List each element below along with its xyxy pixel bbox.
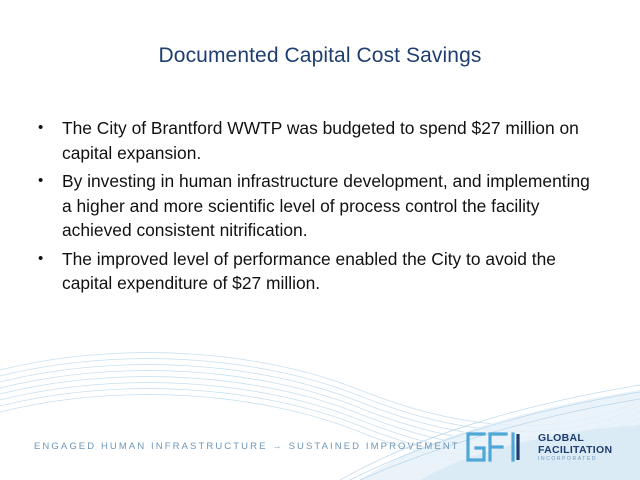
bullet-text: By investing in human infrastructure development, and implementing a higher and more scientific level of process control the facility achieved consistent nitrification. (62, 171, 590, 240)
bullet-text: The City of Brantford WWTP was budgeted to spend $27 million on capital expansion. (62, 118, 579, 163)
bullet-icon: • (38, 119, 44, 136)
bullet-text: The improved level of performance enabled the City to avoid the capital expenditure of $27 million. (62, 248, 556, 293)
gfi-logo-icon (462, 430, 534, 464)
slide-title: Documented Capital Cost Savings (158, 44, 482, 67)
bullet-item (38, 116, 598, 165)
bullet-icon: • (38, 172, 44, 189)
logo-line-3: INCORPORATED (538, 456, 598, 462)
bullet-list (38, 116, 598, 300)
logo-line-1: GLOBAL (538, 432, 585, 444)
gfi-logo (462, 430, 622, 464)
bullet-item (38, 169, 598, 243)
bullet-icon: • (38, 249, 44, 267)
logo-wordmark (538, 432, 612, 456)
bullet-item (38, 247, 598, 296)
footer-tagline: ENGAGED HUMAN INFRASTRUCTURE → SUSTAINED IMPROVEMENT (34, 441, 460, 452)
logo-line-2: FACILITATION (538, 444, 613, 456)
